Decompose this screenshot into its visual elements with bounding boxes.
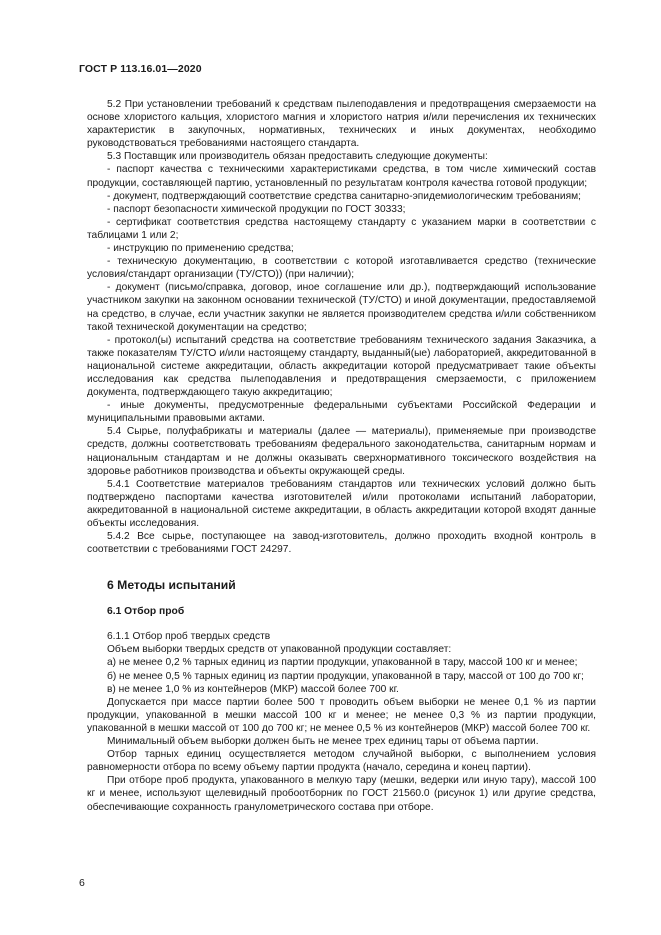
list-item-b: б) не менее 0,5 % тарных единиц из партии продукции, упакованной в тару, массой от 100 до 700 кг; (107, 670, 584, 682)
paragraph-5-4-1: 5.4.1 Соответствие материалов требованиям стандартов или технических условий должно быть подтверждено паспортами качества изготовителей и/или протоколами испытаний лаборатории, аккредитованной в национальной системе аккредитации, в область аккредитации которой входят данные объекты исследования. (87, 478, 596, 529)
page-number: 6 (79, 877, 85, 889)
paragraph-5-2: 5.2 При установлении требований к средствам пылеподавления и предотвращения смерзаемости на основе хлористого кальция, хлористого магния и хлористого натрия и/или перечисления их технических характеристик в закупочных, нормативных, технических и иных документах, необходимо руководствоваться требованиями настоящего стандарта. (87, 99, 596, 150)
paragraph-random-sampling: Отбор тарных единиц осуществляется методом случайной выборки, с выполнением условия равномерности отбора по всему объему партии продукта (начало, середина и конец партии). (87, 749, 596, 774)
list-item-certificate: - сертификат соответствия средства настоящему стандарту с указанием марки в соответствии с таблицами 1 или 2; (87, 216, 596, 241)
paragraph-6-1-1: 6.1.1 Отбор проб твердых средств (107, 631, 271, 643)
paragraph-small-packaging: При отборе проб продукта, упакованного в мелкую тару (мешки, ведерки или иную тару), массой 100 кг и менее, используют щелевидный пробоотборник по ГОСТ 21560.0 (рисунок 1) или другие средства, обеспечивающие сохранность гранулометрического состава при отборе. (87, 775, 596, 813)
paragraph-batch-over-500t: Допускается при массе партии более 500 т проводить объем выборки не менее 0,1 % из партии продукции, упакованной в мешки массой 100 кг и менее; не менее 0,3 % из партии продукции, упакованной в мешки массой от 100 до 700 кг; не менее 0,5 % из контейнеров (МКР) массой более 700 кг. (87, 696, 596, 734)
document-code-header: ГОСТ Р 113.16.01—2020 (79, 63, 202, 75)
list-item-safety-passport: - паспорт безопасности химической продукции по ГОСТ 30333; (107, 203, 406, 215)
list-item-v: в) не менее 1,0 % из контейнеров (МКР) массой более 700 кг. (107, 683, 399, 695)
paragraph-5-4-2: 5.4.2 Все сырье, поступающее на завод-изготовитель, должно проходить входной контроль в соответствии с требованиями ГОСТ 24297. (87, 531, 596, 556)
list-item-test-protocols: - протокол(ы) испытаний средства на соответствие требованиям технического задания Заказчика, а также показателям ТУ/СТО и/или настоящему стандарту, выданный(ые) лабораторией, аккредитованной в национальной системе аккредитации, область аккредитации которой предусматривает такие объекты исследования как средства пылеподавления и предотвращения смерзаемости, с приложением документа, подтверждающего такую аккредитацию; (87, 334, 596, 399)
list-item-quality-passport: - паспорт качества с техническими характеристиками средства, в том числе химический состав продукции, составляющей партию, установленный по результатам контроля качества готовой продукции; (87, 164, 596, 189)
list-item-other-documents: - иные документы, предусмотренные федеральными субъектами Российской Федерации и муниципальными правовыми актами. (87, 400, 596, 425)
paragraph-5-4: 5.4 Сырье, полуфабрикаты и материалы (далее — материалы), применяемые при производстве средств, должны соответствовать требованиям федерального законодательства, санитарным нормам и национальным стандартам и не должны оказывать сверхнормативного токсического воздействия на здоровье работников производства и объекты окружающей среды. (87, 426, 596, 477)
subsection-title: 6.1 Отбор проб (107, 606, 185, 618)
list-item-a: а) не менее 0,2 % тарных единиц из партии продукции, упакованной в тару, массой 100 кг и менее; (107, 657, 578, 669)
list-item-instruction: - инструкцию по применению средства; (107, 243, 294, 255)
paragraph-5-3: 5.3 Поставщик или производитель обязан предоставить следующие документы: (107, 151, 488, 163)
document-body (87, 98, 596, 814)
list-item-sanitary-document: - документ, подтверждающий соответствие средства санитарно-эпидемиологическим требованиям; (107, 190, 581, 202)
paragraph-minimum-sample: Минимальный объем выборки должен быть не менее трех единиц тары от объема партии. (107, 736, 539, 748)
section-title: 6 Методы испытаний (107, 578, 236, 593)
list-item-usage-document: - документ (письмо/справка, договор, иное соглашение или др.), подтверждающий использование участником закупки на законном основании технической (ТУ/СТО) и иной документации, предоставляемой на средство, в случае, если участник закупки не является производителем средства и/или собственником такой технической документации на средство; (87, 282, 596, 333)
paragraph-sample-volume: Объем выборки твердых средств от упакованной продукции составляет: (107, 644, 452, 656)
list-item-technical-docs: - техническую документацию, в соответствии с которой изготавливается средство (технические условия/стандарт организации (ТУ/СТО)) (при наличии); (87, 256, 596, 281)
